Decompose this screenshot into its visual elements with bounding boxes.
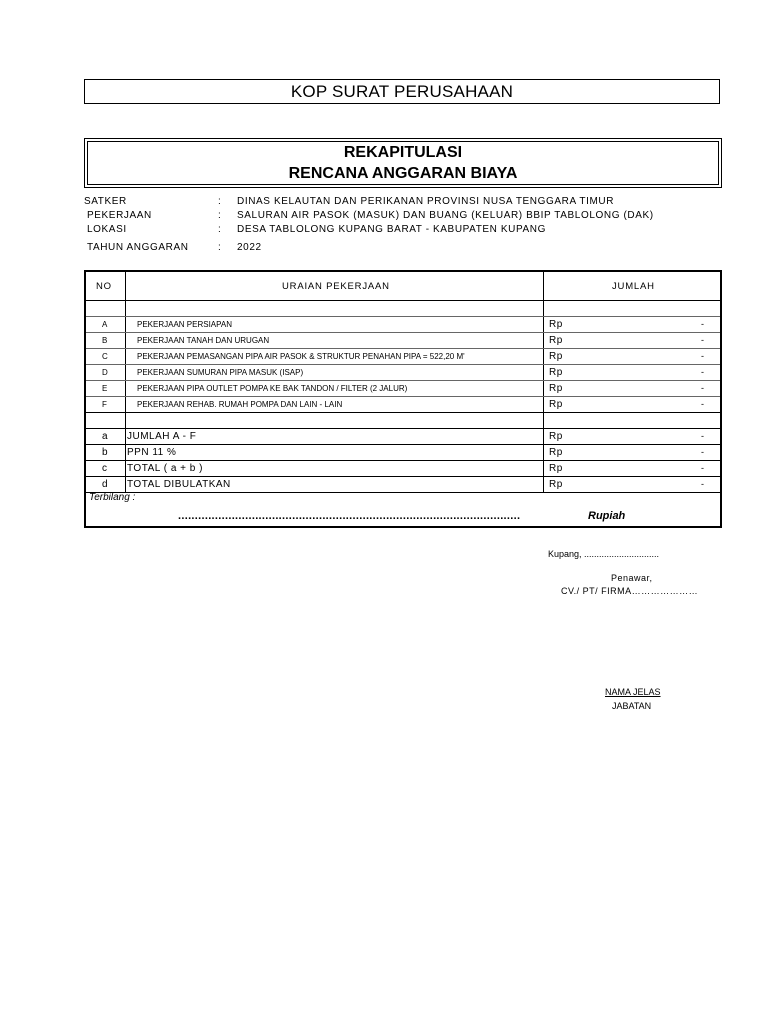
row-divider — [86, 396, 720, 397]
total-desc: TOTAL DIBULATKAN — [127, 479, 231, 490]
signatory-name: NAMA JELAS — [605, 687, 661, 697]
place-date: Kupang, .............................. — [548, 549, 660, 559]
item-desc: PEKERJAAN TANAH DAN URUGAN — [137, 336, 270, 345]
row-divider — [86, 492, 720, 493]
col-divider — [543, 272, 544, 492]
item-desc: PEKERJAAN PERSIAPAN — [137, 320, 232, 329]
total-currency: Rp — [549, 479, 563, 490]
item-currency: Rp — [549, 319, 563, 330]
info-value: SALURAN AIR PASOK (MASUK) DAN BUANG (KELUAR) BBIP TABLOLONG (DAK) — [237, 210, 654, 221]
budget-table — [84, 270, 722, 528]
company-name: CV./ PT/ FIRMA………………… — [561, 586, 699, 596]
col-divider — [125, 272, 126, 492]
row-divider — [86, 460, 720, 461]
item-value: - — [701, 335, 704, 345]
info-value: 2022 — [237, 242, 262, 253]
title-line-2: RENCANA ANGGARAN BIAYA — [288, 165, 518, 182]
total-no: d — [102, 479, 109, 490]
row-divider — [86, 476, 720, 477]
item-currency: Rp — [549, 399, 563, 410]
info-label: SATKER — [84, 196, 127, 207]
header-no: NO — [96, 281, 112, 292]
info-label: TAHUN ANGGARAN — [87, 242, 189, 253]
penawar-label: Penawar, — [611, 573, 653, 583]
item-currency: Rp — [549, 383, 563, 394]
item-value: - — [701, 399, 704, 409]
total-value: - — [701, 479, 704, 489]
item-no: D — [102, 368, 108, 377]
signatory-position: JABATAN — [612, 701, 652, 711]
row-divider — [86, 412, 720, 413]
total-desc: JUMLAH A - F — [127, 431, 197, 442]
header-uraian: URAIAN PEKERJAAN — [282, 281, 390, 292]
item-no: E — [102, 384, 108, 393]
item-desc: PEKERJAAN SUMURAN PIPA MASUK (ISAP) — [137, 368, 304, 377]
item-currency: Rp — [549, 351, 563, 362]
total-desc: TOTAL ( a + b ) — [127, 463, 203, 474]
total-currency: Rp — [549, 463, 563, 474]
info-label: PEKERJAAN — [87, 210, 152, 221]
total-currency: Rp — [549, 431, 563, 442]
total-desc: PPN 11 % — [127, 447, 177, 458]
info-separator: : — [218, 242, 222, 253]
item-no: A — [102, 320, 108, 329]
row-divider — [86, 332, 720, 333]
letterhead-box — [84, 79, 720, 104]
letterhead-text: KOP SURAT PERUSAHAAN — [290, 81, 514, 101]
title-inner — [87, 141, 719, 185]
item-value: - — [701, 351, 704, 361]
row-divider — [86, 380, 720, 381]
info-value: DESA TABLOLONG KUPANG BARAT - KABUPATEN KUPANG — [237, 224, 546, 235]
row-divider — [86, 444, 720, 445]
info-separator: : — [218, 210, 222, 221]
item-desc: PEKERJAAN PIPA OUTLET POMPA KE BAK TANDON / FILTER (2 JALUR) — [137, 384, 408, 393]
info-label: LOKASI — [87, 224, 127, 235]
item-currency: Rp — [549, 335, 563, 346]
total-no: c — [102, 463, 108, 474]
total-value: - — [701, 463, 704, 473]
item-desc: PEKERJAAN REHAB. RUMAH POMPA DAN LAIN - LAIN — [137, 400, 343, 409]
item-value: - — [701, 383, 704, 393]
title-box — [84, 138, 722, 188]
row-divider — [86, 348, 720, 349]
row-divider — [86, 364, 720, 365]
item-no: F — [102, 400, 107, 409]
item-currency: Rp — [549, 367, 563, 378]
header-jumlah: JUMLAH — [612, 281, 655, 292]
rupiah-label: Rupiah — [588, 510, 626, 522]
total-no: b — [102, 447, 109, 458]
info-separator: : — [218, 224, 222, 235]
info-separator: : — [218, 196, 222, 207]
info-value: DINAS KELAUTAN DAN PERIKANAN PROVINSI NUSA TENGGARA TIMUR — [237, 196, 615, 207]
total-value: - — [701, 447, 704, 457]
item-desc: PEKERJAAN PEMASANGAN PIPA AIR PASOK & STRUKTUR PENAHAN PIPA = 522,20 M' — [137, 352, 465, 361]
item-value: - — [701, 319, 704, 329]
row-divider — [86, 428, 720, 429]
item-value: - — [701, 367, 704, 377]
item-no: C — [102, 352, 108, 361]
title-line-1: REKAPITULASI — [343, 144, 463, 161]
total-currency: Rp — [549, 447, 563, 458]
terbilang-dots: ...................................................................................................... — [178, 510, 521, 522]
total-no: a — [102, 431, 109, 442]
item-no: B — [102, 336, 108, 345]
row-divider — [86, 316, 720, 317]
terbilang-label: Terbilang : — [89, 492, 136, 503]
total-value: - — [701, 431, 704, 441]
header-divider — [86, 300, 720, 301]
